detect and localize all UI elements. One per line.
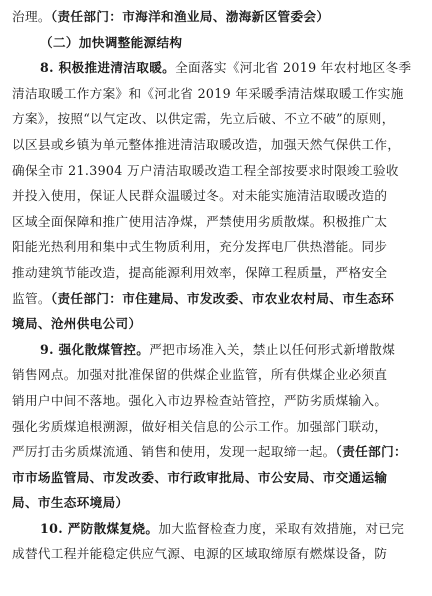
bold-text-run: 9. 强化散煤管控。 bbox=[40, 341, 150, 357]
text-run: 阳能光热利用和集中式生物质利用，充分发挥电厂供热潜能。同步 bbox=[12, 239, 388, 255]
text-line bbox=[12, 260, 424, 286]
bold-text-run: （责任部门：市住建局、市发改委、市农业农村局、市生态环 bbox=[50, 290, 395, 306]
text-line bbox=[12, 81, 424, 107]
text-line bbox=[12, 106, 424, 132]
text-line bbox=[12, 286, 424, 312]
text-line bbox=[12, 490, 424, 516]
text-run: 推动建筑节能改造，提高能源利用效率，保障工程质量，严格安全 bbox=[12, 264, 388, 280]
text-run: 严厉打击劣质煤流通、销售和使用，发现一起取缔一起。 bbox=[12, 444, 336, 460]
text-line bbox=[12, 30, 424, 56]
text-line bbox=[12, 209, 424, 235]
text-run: 监管。 bbox=[12, 290, 51, 306]
text-line bbox=[12, 158, 424, 184]
text-run: 加大监督检查力度，采取有效措施，对已完 bbox=[158, 520, 405, 536]
text-line bbox=[12, 362, 424, 388]
text-run: 成替代工程并能稳定供应气源、电源的区域取缔原有燃煤设备，防 bbox=[12, 546, 388, 562]
text-line bbox=[12, 414, 424, 440]
text-run: 销售网点。加强对批准保留的供煤企业监管，所有供煤企业必须直 bbox=[12, 367, 388, 383]
text-line bbox=[12, 541, 424, 567]
text-line bbox=[12, 516, 424, 542]
text-line bbox=[12, 55, 424, 81]
bold-text-run: 市市场监管局、市发改委、市行政审批局、市公安局、市交通运输 bbox=[12, 469, 388, 485]
bold-text-run: （二）加快调整能源结构 bbox=[40, 34, 183, 50]
bold-text-run: 8. 积极推进清洁取暖。 bbox=[40, 60, 176, 76]
text-line bbox=[12, 311, 424, 337]
text-run: 方案》，按照“以气定改、以供定需，先立后破、不立不破”的原则， bbox=[12, 111, 395, 127]
text-run: 清洁取暖工作方案》和《河北省 2019 年采暖季清洁煤取暖工作实施 bbox=[12, 85, 404, 101]
bold-text-run: 10. 严防散煤复烧。 bbox=[40, 520, 159, 536]
text-line bbox=[12, 4, 424, 30]
text-run: 严把市场准入关，禁止以任何形式新增散煤 bbox=[149, 341, 396, 357]
text-line bbox=[12, 465, 424, 491]
text-line bbox=[12, 388, 424, 414]
text-run: 全面落实《河北省 2019 年农村地区冬季 bbox=[175, 60, 412, 76]
text-run: 治理。 bbox=[12, 9, 51, 24]
text-line bbox=[12, 132, 424, 158]
bold-text-run: 局、市生态环境局） bbox=[12, 495, 129, 511]
text-run: 并投入使用，保证人民群众温暖过冬。对未能实施清洁取暖改造的 bbox=[12, 188, 388, 204]
text-run: 销用户中间不落地。强化入市边界检查站管控，严防劣质煤输入。 bbox=[12, 392, 388, 408]
text-line bbox=[12, 337, 424, 363]
text-line bbox=[12, 439, 424, 465]
text-run: 确保全市 21.3904 万户清洁取暖改造工程全部按要求时限竣工验收 bbox=[12, 162, 399, 178]
bold-text-run: （责任部门：市海洋和渔业局、渤海新区管委会） bbox=[50, 9, 330, 24]
text-line bbox=[12, 234, 424, 260]
text-run: 以区县或乡镇为单元整体推进清洁取暖改造，加强天然气保供工作， bbox=[12, 136, 401, 152]
text-line bbox=[12, 183, 424, 209]
bold-text-run: （责任部门： bbox=[335, 444, 407, 460]
bold-text-run: 境局、沧州供电公司） bbox=[12, 316, 142, 332]
text-run: 强化劣质煤追根溯源，做好相关信息的公示工作。加强部门联动， bbox=[12, 418, 388, 434]
text-run: 区域全面保障和推广使用洁净煤，严禁使用劣质散煤。积极推广太 bbox=[12, 213, 388, 229]
